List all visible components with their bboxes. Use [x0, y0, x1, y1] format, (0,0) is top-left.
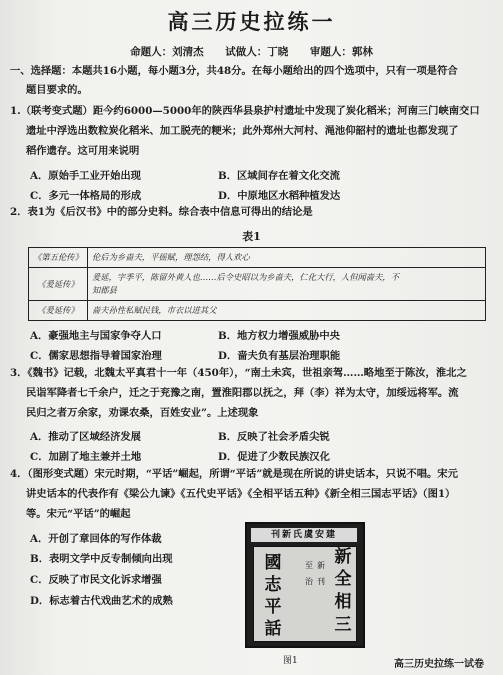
table-text-cell	[88, 268, 486, 301]
page-footer: 高三历史拉练一试卷	[394, 659, 484, 670]
figure-caption: 图1	[283, 656, 298, 666]
q4-option-b[interactable]: B．表明文学中反专制倾向出现	[30, 553, 173, 565]
figure-char: 志	[264, 575, 282, 595]
table-title: 表1	[242, 230, 261, 243]
q1-stem-line3: 稻作遗存。这可用来说明	[26, 145, 140, 157]
q1-option-b[interactable]: B．区域间存在着文化交流	[218, 170, 340, 182]
q4-stem-line2: 讲史话本的代表作有《梁公九谏》《五代史平话》《全相平话五种》《新全相三国志平话》（图1）	[26, 488, 456, 500]
q2-option-a[interactable]: A．豪强地主与国家争夺人口	[30, 330, 162, 342]
q4-option-d[interactable]: D．标志着古代戏曲艺术的成熟	[30, 595, 173, 607]
q2-stem: 2．表1为《后汉书》中的部分史料。综合表中信息可得出的结论是	[10, 206, 313, 218]
figure-small-char: 治	[305, 577, 313, 586]
section1-instructions-line2: 题目要求的。	[26, 84, 88, 96]
table-row	[29, 248, 486, 268]
q4-stem-line1: 4．（图形变式题）宋元时期，“平话”崛起，所谓“平话”就是现在所说的讲史话本，只说不唱。宋元	[10, 468, 458, 480]
table-row	[29, 301, 486, 321]
q1-option-d[interactable]: D．中原地区水稻种植发达	[218, 190, 341, 202]
figure-char: 相	[334, 592, 352, 612]
q3-stem-line1: 3．《魏书》记载，北魏太平真君十一年（450年），“南土未宾，世祖亲驾……略地至于陈汝，淮北之	[10, 367, 467, 379]
q3-stem-line3: 民归之者万余家，劝课农桑，百姓安业”。上述现象	[26, 407, 259, 419]
q2-option-d[interactable]: D．啬夫负有基层治理职能	[218, 350, 341, 362]
figure-char: 國	[264, 553, 282, 573]
page-title: 高三历史拉练一	[167, 9, 336, 34]
figure-small-char: 刊	[317, 577, 325, 586]
table-source-cell: 《爰延传》	[29, 301, 88, 321]
q4-stem-line3: 等。宋元“平话”的崛起	[26, 508, 131, 520]
figure-char: 新	[334, 547, 352, 567]
figure-char: 平	[264, 597, 282, 617]
source-table	[28, 247, 486, 321]
q2-option-b[interactable]: B．地方权力增强威胁中央	[218, 330, 340, 342]
figure-char: 全	[334, 569, 352, 589]
q1-option-c[interactable]: C．多元一体格局的形成	[30, 190, 142, 202]
q3-option-d[interactable]: D．促进了少数民族汉化	[218, 451, 330, 463]
q1-option-a[interactable]: A．原始手工业开始出现	[30, 170, 141, 182]
figure-book-cover	[245, 522, 365, 648]
q3-stem-line2: 民诣军降者七千余户，迁之于兖豫之南，置淮阳郡以抚之，拜（李）祥为太守，加绥远将军。流	[26, 387, 459, 399]
figure-banner: 刊新氏虞安建	[251, 528, 357, 542]
figure-small-char: 新	[317, 561, 325, 570]
figure-inner-panel	[253, 546, 357, 642]
table-source-cell: 《爰延传》	[29, 268, 88, 301]
q2-option-c[interactable]: C．儒家思想指导着国家治理	[30, 350, 162, 362]
figure-small-char: 至	[305, 561, 313, 570]
q3-option-c[interactable]: C．加剧了地主兼并土地	[30, 451, 142, 463]
reviewer: 审题人：郭林	[309, 46, 373, 58]
figure-char: 話	[264, 619, 282, 639]
table-source-cell: 《第五伦传》	[29, 248, 88, 268]
figure-char: 三	[334, 615, 352, 635]
table-text-line2: 知郡县	[92, 285, 117, 295]
table-text-cell: 啬夫孙性私赋民钱，市衣以进其父	[88, 301, 486, 321]
proposer: 命题人：刘清杰	[130, 46, 204, 58]
q4-option-c[interactable]: C．反映了市民文化诉求增强	[30, 574, 162, 586]
q1-stem-line1: 1.（联考变式题）距今约6000—5000年的陕西华县泉护村遗址中发现了炭化稻米；河南三门峡南交口	[10, 105, 480, 117]
tester: 试做人：丁晓	[225, 46, 289, 58]
q4-option-a[interactable]: A．开创了章回体的写作体裁	[30, 533, 162, 545]
authors-line	[0, 44, 503, 59]
q1-stem-line2: 遗址中浮选出数粒炭化稻米、加工脱壳的粳米；此外郑州大河村、渑池仰韶村的遗址也都发现了	[26, 125, 459, 137]
q3-option-b[interactable]: B．反映了社会矛盾尖锐	[218, 431, 330, 443]
section1-instructions-line1: 一、选择题：本题共16小题，每小题3分，共48分。在每小题给出的四个选项中，只有一项是符合	[10, 65, 458, 77]
table-text-line1: 爰延，字季平，陈留外黄人也……后令史昭以为乡啬夫，仁化大行，人但闻啬夫，不	[92, 272, 399, 282]
table-row	[29, 268, 486, 301]
q3-option-a[interactable]: A．推动了区域经济发展	[30, 431, 141, 443]
table-text-cell: 伦后为乡啬夫，平徭赋，理怨结，得人欢心	[88, 248, 486, 268]
